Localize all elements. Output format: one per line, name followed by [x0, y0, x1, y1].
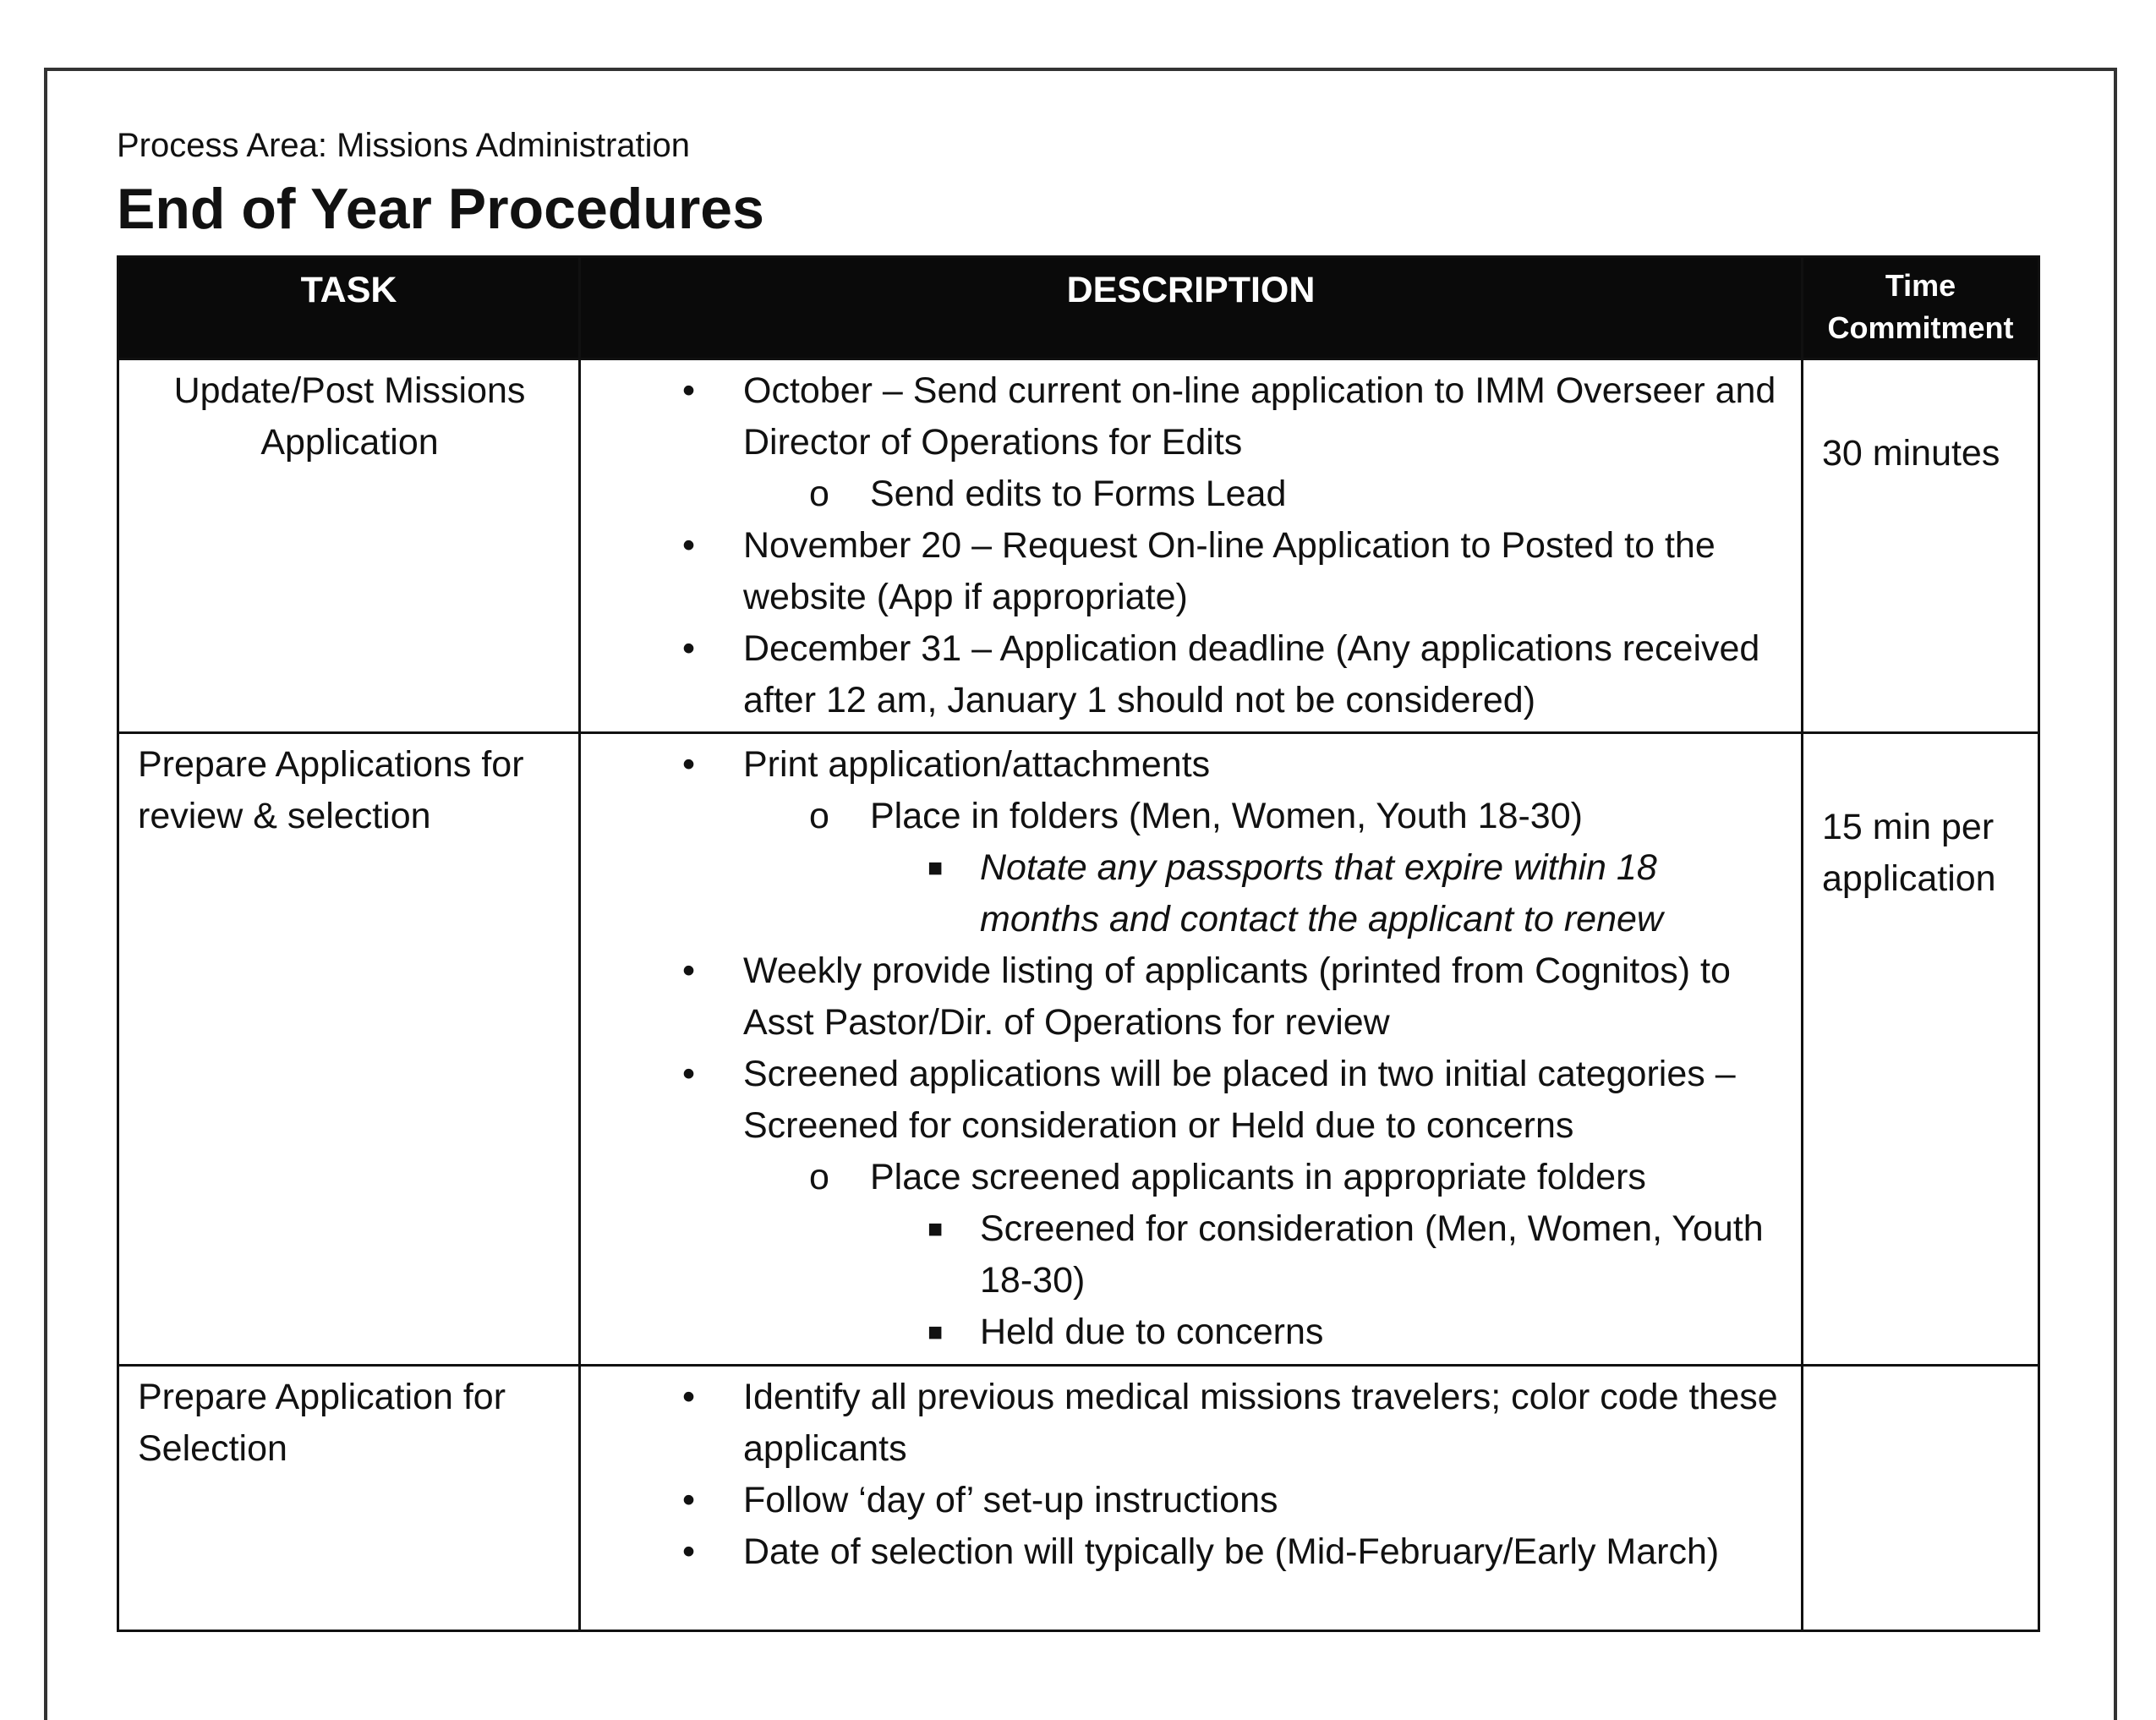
bullet-icon: •: [682, 1377, 696, 1417]
table-row: [118, 1366, 2039, 1631]
bullet-icon: •: [682, 1054, 696, 1094]
time-cell: 30 minutes: [1803, 359, 2039, 733]
list-item: [599, 1526, 1784, 1578]
bullet-icon: •: [682, 525, 696, 566]
list-item-text: Place screened applicants in appropriate folders: [870, 1157, 1646, 1197]
list-item-text: October – Send current on-line application to IMM Overseer and Director of Operations for Edits: [743, 370, 1776, 463]
description-cell: [580, 359, 1803, 733]
bullet-icon: •: [682, 950, 696, 991]
task-cell: Update/Post Missions Application: [118, 359, 580, 733]
bullet-list: [599, 739, 1784, 1358]
list-item-text: November 20 – Request On-line Application to Posted to the website (App if appropriate): [743, 525, 1715, 617]
list-item: [599, 945, 1784, 1049]
task-cell: Prepare Application for Selection: [118, 1366, 580, 1631]
bullet-list: [599, 1372, 1784, 1578]
time-cell: 15 min per application: [1803, 733, 2039, 1366]
time-cell: [1803, 1366, 2039, 1631]
procedures-table: [117, 255, 2040, 1632]
process-area-label: Process Area: Missions Administration: [117, 127, 691, 164]
list-item-text: Identify all previous medical missions travelers; color code these applicants: [743, 1377, 1778, 1469]
circle-bullet-icon: o: [809, 474, 829, 514]
table-row: [118, 359, 2039, 733]
sub-sub-list: [853, 842, 1784, 945]
bullet-icon: •: [682, 628, 696, 669]
list-item-text: December 31 – Application deadline (Any applications received after 12 am, January 1 should not be considered): [743, 628, 1760, 720]
bullet-icon: •: [682, 1531, 696, 1572]
header-time-line1: Time: [1885, 268, 1956, 303]
list-item-text: Send edits to Forms Lead: [870, 474, 1287, 514]
list-item: [599, 365, 1784, 520]
header-description: DESCRIPTION: [580, 257, 1803, 359]
table-row: [118, 733, 2039, 1366]
sub-list: [743, 468, 1784, 520]
list-item: [599, 520, 1784, 623]
bullet-icon: •: [682, 370, 696, 411]
sub-list: [743, 1152, 1784, 1358]
list-item-text: Held due to concerns: [980, 1312, 1324, 1352]
list-item: [853, 842, 1784, 945]
description-cell: [580, 733, 1803, 1366]
task-cell: Prepare Applications for review & selection: [118, 733, 580, 1366]
list-item: [743, 791, 1784, 945]
list-item-text: Date of selection will typically be (Mid-February/Early March): [743, 1531, 1720, 1572]
description-cell: [580, 1366, 1803, 1631]
sub-list: [743, 791, 1784, 945]
list-item: [599, 1049, 1784, 1358]
list-item-text: Weekly provide listing of applicants (printed from Cognitos) to Asst Pastor/Dir. of Operations for review: [743, 950, 1731, 1043]
table-header-row: [118, 257, 2039, 359]
list-item: [599, 1475, 1784, 1526]
sub-sub-list: [853, 1203, 1784, 1358]
square-bullet-icon: ■: [928, 1215, 944, 1243]
list-item: [743, 468, 1784, 520]
circle-bullet-icon: o: [809, 796, 829, 836]
square-bullet-icon: ■: [928, 1318, 944, 1346]
page-title: End of Year Procedures: [117, 177, 764, 241]
header-time-commitment: [1803, 257, 2039, 359]
bullet-icon: •: [682, 744, 696, 785]
list-item-text: Place in folders (Men, Women, Youth 18-30): [870, 796, 1583, 836]
circle-bullet-icon: o: [809, 1157, 829, 1197]
header-time-line2: Commitment: [1827, 310, 2014, 345]
bullet-icon: •: [682, 1480, 696, 1520]
list-item-text: Screened for consideration (Men, Women, Youth 18-30): [980, 1208, 1764, 1301]
list-item-text: Follow ‘day of’ set-up instructions: [743, 1480, 1278, 1520]
list-item: [743, 1152, 1784, 1358]
list-item: [599, 1372, 1784, 1475]
list-item: [599, 623, 1784, 726]
header-task: TASK: [118, 257, 580, 359]
list-item: [853, 1306, 1784, 1358]
square-bullet-icon: ■: [928, 854, 944, 882]
list-item-text: Print application/attachments: [743, 744, 1211, 785]
list-item: [599, 739, 1784, 945]
list-item-text: Screened applications will be placed in two initial categories – Screened for consideration or Held due to concerns: [743, 1054, 1736, 1146]
bullet-list: [599, 365, 1784, 726]
list-item-text: Notate any passports that expire within 18 months and contact the applicant to renew: [980, 847, 1663, 939]
list-item: [853, 1203, 1784, 1306]
